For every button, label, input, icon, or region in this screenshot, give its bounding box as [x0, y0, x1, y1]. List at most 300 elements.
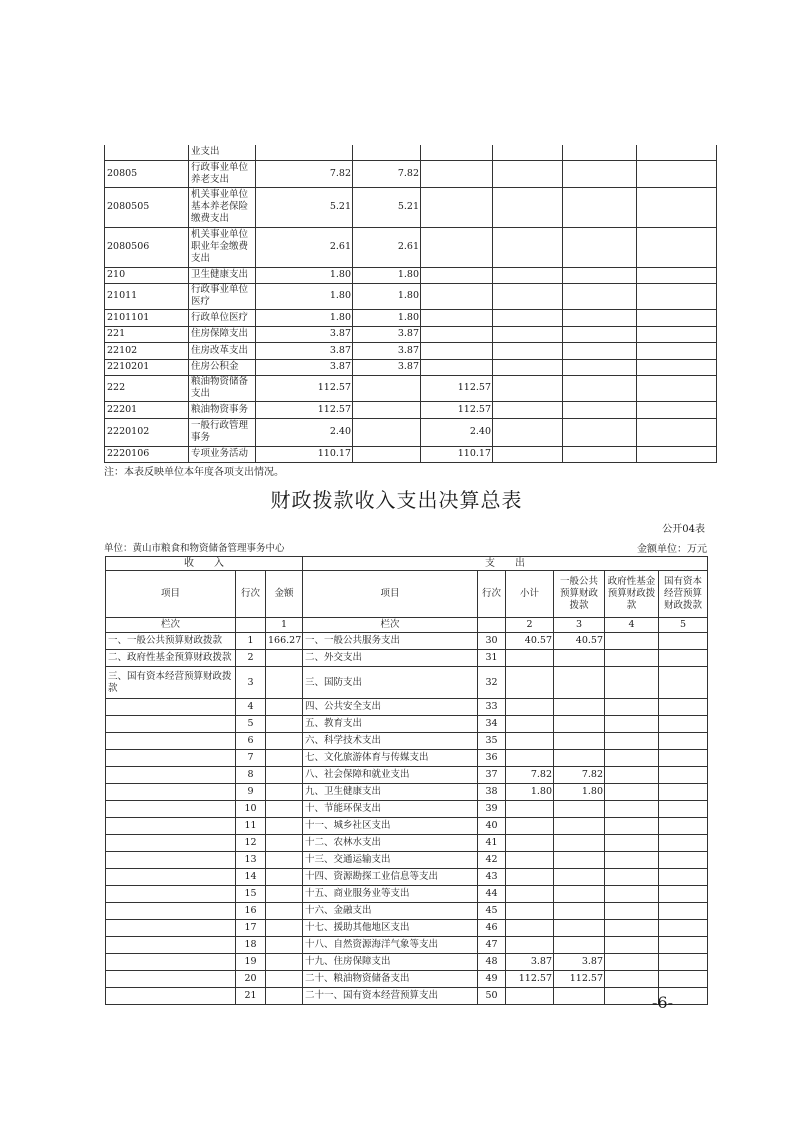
cell-c6 [637, 309, 717, 326]
col-num-1: 1 [266, 618, 303, 633]
cell-gen [554, 733, 605, 750]
cell-sc [659, 733, 708, 750]
cell-exp-no: 47 [478, 937, 506, 954]
cell-sub [506, 667, 554, 699]
cell-code: 2080505 [105, 187, 189, 227]
cell-exp-item: 十、节能环保支出 [303, 801, 478, 818]
cell-c6 [637, 446, 717, 462]
table-row [106, 784, 708, 801]
cell-c2: 3.87 [353, 359, 421, 375]
cell-sub [506, 869, 554, 886]
col-label: 栏次 [106, 618, 236, 633]
cell-inc-item [106, 954, 236, 971]
table-row [105, 342, 717, 359]
cell-c4 [493, 401, 563, 418]
cell-sc [659, 633, 708, 650]
table-row [105, 359, 717, 375]
cell-code: 2080506 [105, 227, 189, 267]
cell-exp-item: 十八、自然资源海洋气象等支出 [303, 937, 478, 954]
cell-c5 [563, 145, 637, 160]
cell-sub: 3.87 [506, 954, 554, 971]
cell-gen [554, 750, 605, 767]
table-row [106, 886, 708, 903]
cell-gen: 7.82 [554, 767, 605, 784]
cell-inc-item [106, 818, 236, 835]
page-number: -6- [652, 993, 673, 1012]
cell-exp-item: 二、外交支出 [303, 650, 478, 667]
cell-gen [554, 920, 605, 937]
cell-total: 3.87 [256, 342, 353, 359]
cell-exp-no: 32 [478, 667, 506, 699]
cell-exp-item: 三、国防支出 [303, 667, 478, 699]
cell-inc-item [106, 784, 236, 801]
cell-c2: 1.80 [353, 309, 421, 326]
cell-sub [506, 886, 554, 903]
cell-total: 7.82 [256, 160, 353, 187]
cell-c6 [637, 418, 717, 446]
cell-inc-item [106, 733, 236, 750]
cell-exp-no: 50 [478, 988, 506, 1005]
cell-sub [506, 650, 554, 667]
cell-c5 [563, 375, 637, 401]
cell-gen [554, 903, 605, 920]
table-row [105, 418, 717, 446]
cell-inc-amt [266, 903, 303, 920]
cell-c2 [353, 446, 421, 462]
cell-gf [605, 767, 659, 784]
cell-inc-amt [266, 954, 303, 971]
cell-inc-amt [266, 767, 303, 784]
cell-sub [506, 903, 554, 920]
cell-inc-amt [266, 886, 303, 903]
cell-c5 [563, 359, 637, 375]
cell-name: 行政事业单位养老支出 [189, 160, 256, 187]
cell-exp-item: 十二、农林水支出 [303, 835, 478, 852]
cell-gen [554, 650, 605, 667]
cell-gf [605, 954, 659, 971]
cell-gen [554, 699, 605, 716]
cell-inc-amt [266, 852, 303, 869]
cell-exp-item: 九、卫生健康支出 [303, 784, 478, 801]
cell-inc-amt [266, 733, 303, 750]
header-row-columns [106, 571, 708, 618]
cell-code: 20805 [105, 160, 189, 187]
cell-exp-no: 31 [478, 650, 506, 667]
cell-sc [659, 699, 708, 716]
cell-gf [605, 750, 659, 767]
table-row [106, 650, 708, 667]
cell-inc-item [106, 903, 236, 920]
cell-gf [605, 650, 659, 667]
cell-c2: 7.82 [353, 160, 421, 187]
cell-sc [659, 750, 708, 767]
cell-inc-no: 18 [236, 937, 266, 954]
cell-total: 1.80 [256, 267, 353, 283]
cell-sub: 40.57 [506, 633, 554, 650]
table-row [106, 903, 708, 920]
cell-sc [659, 954, 708, 971]
cell-c5 [563, 401, 637, 418]
cell-code: 222 [105, 375, 189, 401]
cell-inc-amt [266, 716, 303, 733]
col-num-2: 2 [506, 618, 554, 633]
cell-inc-no: 7 [236, 750, 266, 767]
cell-inc-no: 12 [236, 835, 266, 852]
table-row [106, 667, 708, 699]
expense-header: 支 出 [303, 557, 708, 571]
cell-inc-item [106, 920, 236, 937]
cell-sc [659, 852, 708, 869]
cell-name: 业支出 [189, 145, 256, 160]
cell-total: 2.40 [256, 418, 353, 446]
cell-total: 5.21 [256, 187, 353, 227]
cell-c6 [637, 160, 717, 187]
cell-exp-no: 33 [478, 699, 506, 716]
cell-exp-item: 六、科学技术支出 [303, 733, 478, 750]
table-row [105, 187, 717, 227]
cell-inc-amt [266, 869, 303, 886]
cell-c2 [353, 418, 421, 446]
cell-exp-item: 十九、住房保障支出 [303, 954, 478, 971]
cell-exp-no: 41 [478, 835, 506, 852]
cell-sc [659, 784, 708, 801]
cell-c4 [493, 326, 563, 342]
table-row [105, 309, 717, 326]
cell-gf [605, 886, 659, 903]
cell-code: 2220102 [105, 418, 189, 446]
reporting-unit: 单位：黄山市粮食和物资储备管理事务中心 [104, 543, 285, 554]
cell-gf [605, 733, 659, 750]
cell-exp-no: 46 [478, 920, 506, 937]
table-row [106, 699, 708, 716]
table-row [105, 283, 717, 309]
cell-c5 [563, 267, 637, 283]
cell-gen [554, 886, 605, 903]
cell-gen: 1.80 [554, 784, 605, 801]
money-unit: 金额单位：万元 [637, 544, 707, 555]
header-row-groups [106, 557, 708, 571]
cell-gf [605, 852, 659, 869]
table-row [105, 145, 717, 160]
cell-inc-no: 14 [236, 869, 266, 886]
cell-c4 [493, 342, 563, 359]
cell-code [105, 145, 189, 160]
cell-sc [659, 801, 708, 818]
cell-inc-item [106, 699, 236, 716]
income-amount-header: 金额 [266, 571, 303, 618]
cell-sc [659, 667, 708, 699]
cell-code: 210 [105, 267, 189, 283]
cell-gf [605, 716, 659, 733]
cell-gen: 112.57 [554, 971, 605, 988]
cell-inc-amt [266, 971, 303, 988]
table-row [105, 160, 717, 187]
col-num-5: 5 [659, 618, 708, 633]
cell-c4 [493, 267, 563, 283]
cell-c6 [637, 326, 717, 342]
cell-c6 [637, 375, 717, 401]
cell-exp-item: 十一、城乡社区支出 [303, 818, 478, 835]
cell-code: 221 [105, 326, 189, 342]
cell-code: 2220106 [105, 446, 189, 462]
cell-sub: 7.82 [506, 767, 554, 784]
cell-inc-no: 20 [236, 971, 266, 988]
cell-code: 2210201 [105, 359, 189, 375]
cell-c4 [493, 375, 563, 401]
table-number: 公开04表 [662, 524, 705, 535]
cell-gen: 3.87 [554, 954, 605, 971]
cell-inc-amt [266, 784, 303, 801]
cell-sc [659, 971, 708, 988]
table-row [105, 401, 717, 418]
cell-c3: 112.57 [421, 401, 493, 418]
table-row [105, 267, 717, 283]
cell-c3 [421, 145, 493, 160]
table-row [105, 326, 717, 342]
cell-gen [554, 852, 605, 869]
cell-sub [506, 801, 554, 818]
table-row [106, 954, 708, 971]
cell-c3 [421, 160, 493, 187]
cell-total: 2.61 [256, 227, 353, 267]
cell-gen [554, 988, 605, 1005]
table-row [106, 733, 708, 750]
cell-c3: 112.57 [421, 375, 493, 401]
cell-sc [659, 650, 708, 667]
cell-exp-no: 35 [478, 733, 506, 750]
cell-c5 [563, 227, 637, 267]
income-item-header: 项目 [106, 571, 236, 618]
cell-total: 112.57 [256, 375, 353, 401]
cell-c4 [493, 359, 563, 375]
cell-inc-no: 19 [236, 954, 266, 971]
cell-c5 [563, 342, 637, 359]
cell-c2 [353, 145, 421, 160]
table-row [106, 920, 708, 937]
cell-inc-amt [266, 801, 303, 818]
cell-exp-item: 十六、金融支出 [303, 903, 478, 920]
col-num-empty-2 [478, 618, 506, 633]
cell-inc-item [106, 988, 236, 1005]
col-num-empty [236, 618, 266, 633]
cell-sub [506, 750, 554, 767]
cell-total: 3.87 [256, 359, 353, 375]
cell-sub [506, 937, 554, 954]
cell-c6 [637, 187, 717, 227]
cell-exp-no: 39 [478, 801, 506, 818]
cell-inc-item [106, 767, 236, 784]
cell-name: 卫生健康支出 [189, 267, 256, 283]
cell-gf [605, 937, 659, 954]
cell-c3: 110.17 [421, 446, 493, 462]
cell-inc-item: 一、一般公共预算财政拨款 [106, 633, 236, 650]
cell-gf [605, 801, 659, 818]
cell-inc-item [106, 886, 236, 903]
cell-exp-no: 30 [478, 633, 506, 650]
cell-total [256, 145, 353, 160]
cell-gen [554, 667, 605, 699]
cell-sc [659, 937, 708, 954]
cell-name: 粮油物资事务 [189, 401, 256, 418]
cell-gen [554, 818, 605, 835]
cell-inc-no: 11 [236, 818, 266, 835]
cell-total: 112.57 [256, 401, 353, 418]
cell-name: 机关事业单位基本养老保险缴费支出 [189, 187, 256, 227]
cell-gf [605, 784, 659, 801]
cell-exp-no: 40 [478, 818, 506, 835]
cell-inc-no: 9 [236, 784, 266, 801]
expenditure-detail-table [104, 145, 717, 463]
table-row [105, 375, 717, 401]
cell-inc-no: 2 [236, 650, 266, 667]
cell-c3 [421, 267, 493, 283]
cell-c2: 5.21 [353, 187, 421, 227]
cell-c4 [493, 227, 563, 267]
cell-name: 行政单位医疗 [189, 309, 256, 326]
cell-exp-no: 36 [478, 750, 506, 767]
table-row [106, 818, 708, 835]
cell-gf [605, 988, 659, 1005]
cell-exp-item: 十五、商业服务业等支出 [303, 886, 478, 903]
cell-inc-amt [266, 920, 303, 937]
cell-c4 [493, 283, 563, 309]
cell-gf [605, 633, 659, 650]
general-budget-header: 一般公共预算财政拨款 [554, 571, 605, 618]
cell-c4 [493, 446, 563, 462]
cell-inc-item [106, 852, 236, 869]
cell-inc-no: 10 [236, 801, 266, 818]
cell-exp-no: 45 [478, 903, 506, 920]
cell-exp-item: 八、社会保障和就业支出 [303, 767, 478, 784]
cell-exp-no: 43 [478, 869, 506, 886]
cell-c5 [563, 326, 637, 342]
cell-sub [506, 920, 554, 937]
cell-c3 [421, 309, 493, 326]
cell-inc-amt [266, 650, 303, 667]
cell-c5 [563, 160, 637, 187]
cell-c2: 3.87 [353, 342, 421, 359]
cell-gf [605, 818, 659, 835]
cell-exp-no: 42 [478, 852, 506, 869]
cell-inc-no: 13 [236, 852, 266, 869]
cell-inc-no: 17 [236, 920, 266, 937]
table-row [106, 633, 708, 650]
cell-inc-item [106, 716, 236, 733]
cell-gf [605, 903, 659, 920]
cell-inc-amt [266, 667, 303, 699]
cell-sc [659, 903, 708, 920]
cell-sc [659, 767, 708, 784]
cell-name: 住房改革支出 [189, 342, 256, 359]
cell-exp-item: 四、公共安全支出 [303, 699, 478, 716]
table-row [105, 227, 717, 267]
cell-gen [554, 937, 605, 954]
cell-total: 110.17 [256, 446, 353, 462]
cell-exp-no: 48 [478, 954, 506, 971]
table-row [106, 835, 708, 852]
table-row [106, 971, 708, 988]
cell-sub [506, 699, 554, 716]
cell-exp-item: 十四、资源勘探工业信息等支出 [303, 869, 478, 886]
cell-sub [506, 818, 554, 835]
col-num-4: 4 [605, 618, 659, 633]
cell-sub [506, 835, 554, 852]
cell-inc-no: 21 [236, 988, 266, 1005]
cell-c5 [563, 418, 637, 446]
table-row [106, 869, 708, 886]
cell-c3: 2.40 [421, 418, 493, 446]
cell-name: 行政事业单位医疗 [189, 283, 256, 309]
cell-exp-item: 七、文化旅游体育与传媒支出 [303, 750, 478, 767]
cell-exp-item: 二十一、国有资本经营预算支出 [303, 988, 478, 1005]
cell-exp-item: 二十、粮油物资储备支出 [303, 971, 478, 988]
cell-c6 [637, 342, 717, 359]
cell-code: 22102 [105, 342, 189, 359]
cell-c4 [493, 309, 563, 326]
cell-inc-no: 16 [236, 903, 266, 920]
cell-c3 [421, 227, 493, 267]
cell-gen: 40.57 [554, 633, 605, 650]
cell-c3 [421, 283, 493, 309]
cell-c2: 1.80 [353, 267, 421, 283]
cell-exp-no: 49 [478, 971, 506, 988]
cell-sc [659, 869, 708, 886]
cell-c5 [563, 309, 637, 326]
col-num-3: 3 [554, 618, 605, 633]
cell-inc-amt: 166.27 [266, 633, 303, 650]
cell-inc-item [106, 801, 236, 818]
cell-c6 [637, 359, 717, 375]
cell-gf [605, 667, 659, 699]
state-capital-header: 国有资本经营预算财政拨款 [659, 571, 708, 618]
subtotal-header: 小计 [506, 571, 554, 618]
cell-gf [605, 971, 659, 988]
cell-inc-item: 三、国有资本经营预算财政拨款 [106, 667, 236, 699]
cell-inc-amt [266, 699, 303, 716]
cell-code: 2101101 [105, 309, 189, 326]
cell-gf [605, 920, 659, 937]
cell-inc-amt [266, 835, 303, 852]
cell-inc-item [106, 971, 236, 988]
expense-line-header: 行次 [478, 571, 506, 618]
expense-item-header: 项目 [303, 571, 478, 618]
cell-sub: 112.57 [506, 971, 554, 988]
table-row [106, 988, 708, 1005]
cell-sc [659, 835, 708, 852]
cell-exp-no: 34 [478, 716, 506, 733]
cell-exp-item: 一、一般公共服务支出 [303, 633, 478, 650]
cell-inc-no: 15 [236, 886, 266, 903]
cell-c5 [563, 446, 637, 462]
table-row [105, 446, 717, 462]
cell-inc-no: 6 [236, 733, 266, 750]
cell-gen [554, 835, 605, 852]
cell-inc-item [106, 750, 236, 767]
cell-gf [605, 869, 659, 886]
cell-exp-item: 十七、援助其他地区支出 [303, 920, 478, 937]
cell-c3 [421, 359, 493, 375]
cell-gen [554, 869, 605, 886]
cell-c6 [637, 145, 717, 160]
cell-exp-no: 37 [478, 767, 506, 784]
cell-c5 [563, 187, 637, 227]
cell-total: 1.80 [256, 283, 353, 309]
cell-sub [506, 852, 554, 869]
cell-c4 [493, 145, 563, 160]
cell-inc-amt [266, 750, 303, 767]
table-row [106, 750, 708, 767]
cell-total: 3.87 [256, 326, 353, 342]
